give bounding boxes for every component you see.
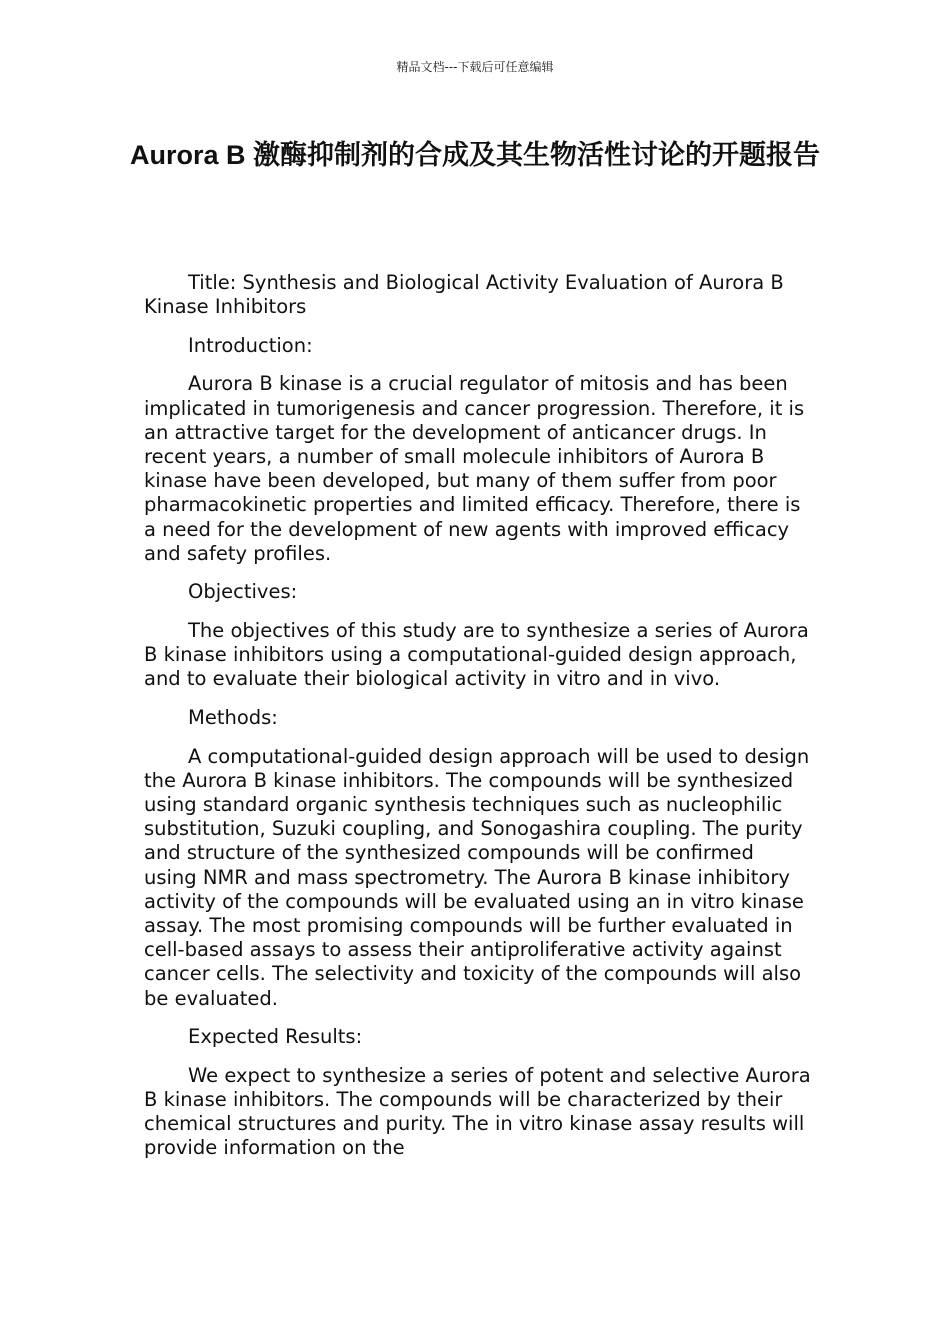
paragraph-introduction: Aurora B kinase is a crucial regulator of mitosis and has been implicated in tumorigenesis and cancer progression. Therefore, it is an attractive target for the development of anticancer drugs. In recent years, a number of small molecule inhibitors of Aurora B kinase have been developed, but many of them suffer from poor pharmacokinetic properties and limited efficacy. Therefore, there is a need for the development of new agents with improved efficacy and safety profiles. [144, 372, 805, 565]
heading-expected-results: Expected Results: [188, 1025, 363, 1049]
heading-methods: Methods: [188, 706, 278, 729]
heading-objectives: Objectives: [188, 580, 298, 604]
page-title: Aurora B 激酶抑制剂的合成及其生物活性讨论的开题报告 [129, 140, 820, 170]
paragraph-methods: A computational-guided design approach will be used to design the Aurora B kinase inhibitors. The compounds will be synthesized using standard organic synthesis techniques such as nucleophilic substitution, Suzuki coupling, and Sonogashira coupling. The purity and structure of the synthesized compounds will be confirmed using NMR and mass spectrometry. The Aurora B kinase inhibitory activity of the compounds will be evaluated using an in vitro kinase assay. The most promising compounds will be further evaluated in cell-based assays to assess their antiproliferative activity against cancer cells. The selectivity and toxicity of the compounds will also be evaluated. [144, 744, 810, 1010]
paragraph-expected-results: We expect to synthesize a series of potent and selective Aurora B kinase inhibitors. The compounds will be characterized by their chemical structures and purity. The in vitro kinase assay results will provide information on the [144, 1063, 811, 1160]
paragraph-objectives: The objectives of this study are to synthesize a series of Aurora B kinase inhibitors using a computational-guided design approach, and to evaluate their biological activity in vitro and in vivo. [144, 619, 809, 691]
header-note: 精品文档---下载后可任意编辑 [396, 60, 554, 74]
heading-introduction: Introduction: [188, 333, 313, 357]
paragraph-title-line: Title: Synthesis and Biological Activity Evaluation of Aurora B Kinase Inhibitors [144, 271, 784, 319]
document-body [144, 271, 812, 1175]
